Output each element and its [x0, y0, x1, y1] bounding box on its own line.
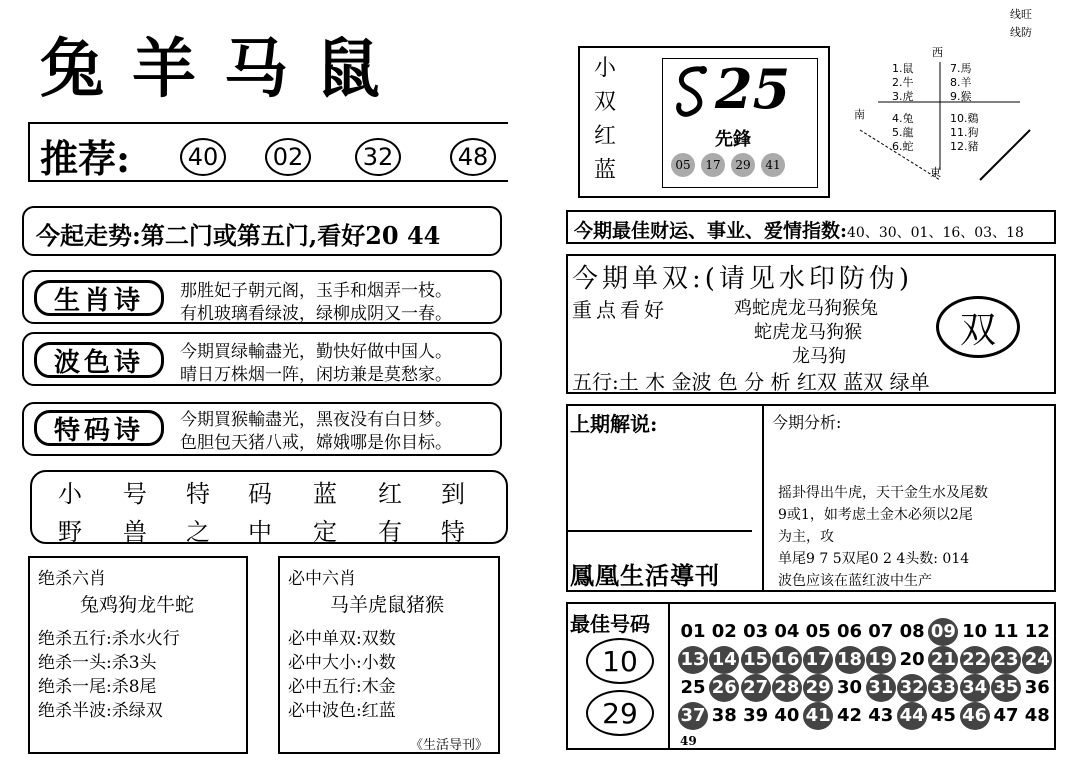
number-cell: 42 — [836, 705, 863, 726]
analysis-line: 9或1，如考虑土金木必须以2尾 — [778, 507, 973, 523]
number-cell: 28 — [772, 674, 802, 702]
badge-number: 25 — [715, 57, 791, 121]
best-label: 最佳号码 — [570, 612, 650, 636]
poem-line: 那胜妃子朝元阁，玉手和烟弄一枝。 — [180, 281, 452, 301]
side-char: 双 — [594, 90, 617, 115]
number-cell: 10 — [962, 621, 988, 642]
kill-row-value: 杀绿双 — [111, 701, 163, 721]
legend-guard: 线防 — [1010, 26, 1032, 39]
number-tail: 49 — [680, 734, 697, 748]
poem-label: 生肖诗 — [34, 280, 164, 316]
badge-ball: 41 — [761, 153, 785, 177]
number-cell: 44 — [897, 702, 927, 730]
number-cell: 20 — [899, 649, 925, 670]
number-cell: 30 — [836, 677, 863, 698]
number-cell: 21 — [928, 646, 958, 674]
trend-box — [22, 206, 502, 256]
best-pick: 29 — [586, 690, 654, 736]
must-row-value: 双数 — [361, 629, 396, 649]
zodiac-item: 11.狗 — [950, 126, 979, 139]
number-cell: 43 — [868, 705, 894, 726]
number-cell: 01 — [680, 621, 706, 642]
must-animals: 马羊虎鼠猪猴 — [330, 594, 445, 616]
recommend-number: 02 — [265, 138, 311, 176]
kill-title: 绝杀六肖 — [38, 569, 106, 589]
number-cell: 35 — [991, 674, 1021, 702]
number-cell: 09 — [928, 618, 958, 646]
number-cell: 17 — [803, 646, 833, 674]
odd-even-circle: 双 — [936, 296, 1020, 358]
number-cell: 41 — [803, 702, 833, 730]
verse-char: 特 — [186, 480, 210, 508]
badge-ball: 05 — [671, 153, 695, 177]
verse-char: 野 — [58, 518, 82, 546]
number-cell: 40 — [774, 705, 800, 726]
snake-icon — [671, 63, 717, 119]
side-char: 小 — [594, 56, 617, 81]
this-label: 今期分析: — [772, 413, 842, 432]
poem-line: 有机玻璃看绿波，绿柳成阴又一春。 — [180, 304, 452, 324]
verse-char: 蓝 — [313, 480, 337, 508]
number-cell: 13 — [678, 646, 708, 674]
must-footer: 《生活导刊》 — [410, 738, 489, 753]
verse-char: 码 — [248, 480, 272, 508]
number-cell: 38 — [711, 705, 737, 726]
poem-line: 晴日万株烟一阵，闲坊兼是莫愁家。 — [180, 365, 452, 385]
must-row-value: 木金 — [361, 677, 396, 697]
number-cell: 29 — [803, 674, 833, 702]
zodiac-item: 8.羊 — [950, 76, 972, 89]
fortune-box — [566, 210, 1056, 244]
analysis-text — [778, 482, 988, 592]
verse-char: 中 — [248, 518, 272, 546]
badge-ball: 17 — [701, 153, 725, 177]
zodiac-item: 10.鷄 — [950, 112, 979, 125]
analysis-box — [566, 404, 1056, 592]
must-title: 必中六肖 — [288, 569, 356, 589]
number-cell: 36 — [1024, 677, 1050, 698]
number-cell: 15 — [741, 646, 771, 674]
compass-left-bottom — [892, 112, 914, 154]
best-pick: 10 — [586, 638, 654, 684]
odd-even-title: 今期单双:(请见水印防伪) — [572, 264, 914, 294]
verse-char: 小 — [58, 480, 82, 508]
number-cell: 45 — [930, 705, 956, 726]
compass-right-top — [950, 62, 972, 104]
number-grid — [678, 618, 1054, 746]
badge-frame — [662, 58, 818, 188]
kill-row-label: 绝杀一尾: — [38, 677, 112, 697]
number-cell: 25 — [680, 677, 706, 698]
page-title: 兔羊马鼠 — [40, 33, 408, 107]
verse-char: 红 — [378, 480, 402, 508]
verse-char: 之 — [186, 518, 210, 546]
number-cell: 34 — [960, 674, 990, 702]
fortune-values: 40、30、01、16、03、18 — [847, 225, 1024, 241]
best-numbers-box — [566, 602, 1056, 750]
compass-left-top — [892, 62, 914, 104]
number-cell: 02 — [711, 621, 737, 642]
number-cell: 37 — [678, 702, 708, 730]
kill-row-value: 杀水火行 — [111, 629, 180, 649]
badge-label: 先鋒 — [715, 129, 751, 150]
badge-side-text — [594, 52, 616, 188]
side-char: 蓝 — [594, 158, 617, 183]
kill-row-value: 杀8尾 — [111, 677, 157, 697]
must-row-label: 必中单双: — [288, 629, 362, 649]
kill-row-label: 绝杀一头: — [38, 653, 112, 673]
number-cell: 19 — [866, 646, 896, 674]
zodiac-item: 12.豬 — [950, 140, 979, 153]
number-cell: 16 — [772, 646, 802, 674]
number-cell: 24 — [1022, 646, 1052, 674]
analysis-line: 为主，攻 — [778, 529, 834, 545]
number-cell: 27 — [741, 674, 771, 702]
badge-ball: 29 — [731, 153, 755, 177]
number-cell: 14 — [709, 646, 739, 674]
recommend-number: 40 — [180, 138, 226, 176]
poem-line: 色胆包天猪八戒，嫦娥哪是你目标。 — [180, 433, 452, 453]
compass-south: 南 — [854, 108, 865, 121]
focus-line: 龙马狗 — [792, 346, 846, 367]
kill-animals: 兔鸡狗龙牛蛇 — [80, 594, 195, 616]
must-row-label: 必中大小: — [288, 653, 362, 673]
number-cell: 04 — [774, 621, 800, 642]
odd-even-box — [566, 254, 1056, 394]
number-cell: 08 — [899, 621, 925, 642]
trend-text: 今起走势:第二门或第五门,看好20 44 — [36, 221, 441, 250]
poem-label: 特码诗 — [34, 410, 164, 446]
number-cell: 11 — [993, 621, 1019, 642]
compass-east: 東 — [930, 166, 941, 179]
verse-char: 特 — [441, 518, 465, 546]
brand-logo: 鳳凰生活導刊 — [570, 561, 720, 590]
number-cell: 22 — [960, 646, 990, 674]
focus-line: 蛇虎龙马狗猴 — [754, 322, 862, 343]
five-elements: 五行:土 木 金波 色 分 析 红双 蓝双 绿单 — [572, 370, 930, 394]
kill-row-label: 绝杀半波: — [38, 701, 112, 721]
legend-strong: 线旺 — [1010, 8, 1032, 21]
verse-char: 到 — [441, 480, 465, 508]
analysis-line: 摇卦得出牛虎，天干金生水及尾数 — [778, 485, 988, 501]
number-cell: 39 — [743, 705, 769, 726]
zodiac-item: 7.馬 — [950, 62, 972, 75]
compass-west: 西 — [932, 46, 943, 59]
number-cell: 33 — [928, 674, 958, 702]
poem-line: 今期買猴輸盡光，黑夜没有白日梦。 — [180, 410, 452, 430]
number-cell: 46 — [960, 702, 990, 730]
number-cell: 32 — [897, 674, 927, 702]
kill-row-label: 绝杀五行: — [38, 629, 112, 649]
recommend-label: 推荐: — [40, 136, 131, 181]
number-cell: 06 — [836, 621, 863, 642]
number-cell: 47 — [993, 705, 1019, 726]
number-cell: 12 — [1024, 621, 1050, 642]
verse-char: 号 — [123, 480, 147, 508]
must-row-value: 红蓝 — [361, 701, 396, 721]
number-cell: 18 — [835, 646, 865, 674]
number-cell: 05 — [805, 621, 831, 642]
number-cell: 26 — [709, 674, 739, 702]
poem-label: 波色诗 — [34, 342, 164, 378]
kill-row-value: 杀3头 — [111, 653, 157, 673]
zodiac-item: 5.龍 — [892, 126, 914, 139]
poem-line: 今期買绿輸盡光，勤快好做中国人。 — [180, 342, 452, 362]
must-row-label: 必中五行: — [288, 677, 362, 697]
zodiac-item: 2.牛 — [892, 76, 914, 89]
verse-char: 有 — [378, 518, 402, 546]
must-row-label: 必中波色: — [288, 701, 362, 721]
analysis-line: 单尾9 7 5双尾0 2 4头数: 014 — [778, 551, 970, 567]
side-char: 红 — [594, 124, 617, 149]
recommend-number: 32 — [355, 138, 401, 176]
number-cell: 07 — [868, 621, 894, 642]
kill-box — [28, 556, 248, 754]
verse-char: 兽 — [123, 518, 147, 546]
compass-right-bottom — [950, 112, 979, 154]
number-cell: 23 — [991, 646, 1021, 674]
analysis-divider — [762, 406, 764, 590]
must-row-value: 小数 — [361, 653, 396, 673]
number-cell: 31 — [866, 674, 896, 702]
zodiac-item: 6.蛇 — [892, 140, 914, 153]
fortune-label: 今期最佳财运、事业、爱情指数: — [574, 220, 848, 242]
focus-line: 鸡蛇虎龙马狗猴兔 — [734, 298, 878, 319]
must-box — [278, 556, 500, 754]
recommend-number: 48 — [450, 138, 496, 176]
analysis-divider — [568, 530, 752, 532]
last-label: 上期解说: — [570, 412, 658, 436]
zodiac-item: 1.鼠 — [892, 62, 914, 75]
zodiac-item: 9.猴 — [950, 90, 972, 103]
analysis-line: 波色应该在蓝红波中生产 — [778, 573, 932, 589]
zodiac-item: 3.虎 — [892, 90, 914, 103]
verse-char: 定 — [313, 518, 337, 546]
number-cell: 48 — [1024, 705, 1050, 726]
focus-label: 重点看好 — [572, 298, 668, 322]
badge-box — [578, 46, 830, 198]
zodiac-item: 4.兔 — [892, 112, 914, 125]
number-cell: 03 — [743, 621, 769, 642]
best-divider — [668, 604, 670, 748]
